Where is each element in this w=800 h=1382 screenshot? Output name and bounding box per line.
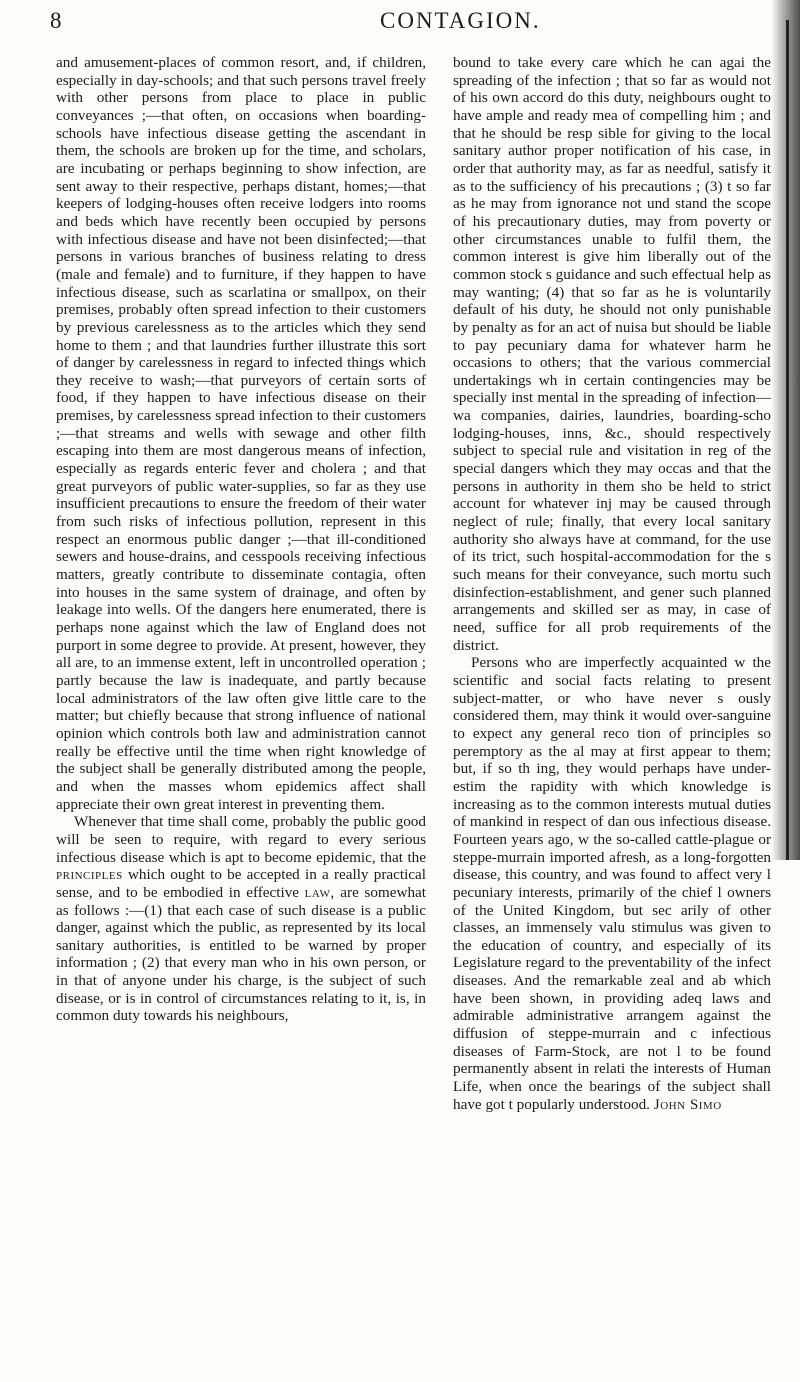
left-paragraph-1: and amusement-places of common resort, and, if children, especially in day-schools; and that such persons travel freely with other persons from place to place in public conveyances ;—that often, on occasions when boarding-schools have infectious disease getting the ascendant in them, the schools are broken up for the time, and scholars, are incubating or perhaps beginning to show infection, are sent away to their respective, perhaps distant, homes;—that keepers of lodging-houses often receive lodgers into rooms and beds which have recently been occupied by persons with infectious disease and have not been disinfected;—that persons in various branches of business relating to dress (male and female) and to furniture, if they happen to have infectious disease, such as scarlatina or smallpox, on their premises, probably often spread infection to their customers by previous carelessness as to the articles which they send home to them ; and that laundries further illustrate this sort of danger by carelessness in regard to infected things which they receive to wash;—that purveyors of certain sorts of food, if they happen to have infectious disease on their premises, by carelessness spread infection to their customers ;—that streams and wells with sewage and other filth escaping into them are most dangerous means of infection, especially as regards enteric fever and cholera ; and that great purveyors of public water-supplies, so far as they use insufficient precautions to ensure the freedom of their water from such risks of infectious pollution, represent in this respect an enormous public danger ;—that ill-conditioned sewers and house-drains, and cesspools receiving infectious matters, greatly contribute to disseminate contagia, often into houses in the same system of drainage, and often by leakage into wells. Of the dangers here enumerated, there is perhaps none against which the law of England does not purport in some degree to provide. At present, however, they all are, to an immense extent, left in uncontrolled operation ; partly because the law is inadequate, and partly because local administrators of the law often give little care to the matter; but chiefly because that strong influence of national opinion which controls both law and administration cannot really be effective until the time when right knowledge of the subject shall be generally distributed among the people, and when the masses whom epidemics affect shall appreciate their own great interest in preventing them. — [56, 54, 426, 813]
left-column — [56, 54, 426, 1025]
right-paragraph-1: bound to take every care which he can agai the spreading of the infection ; that so far as would not of his own accord do this duty, neighbours ought to have ample and ready mea of compelling him ; and that he should be resp sible for giving to the local sanitary author proper notification of his case, in order that authority may, as far as needful, satisfy it as to the sufficiency of his precautions ; (3) t so far as he may from ignorance not und stand the scope of his precautionary duties, may from poverty or other circumstances unable to fulfil them, the common interest is give him liberally out of the common stock s guidance and such effectual help as may wanting; (4) that so far as he is voluntarily default of his duty, he should not only punishable by penalty as for an act of nuisa but should be liable to pay pecuniary dama for whatever harm he occasions to others; that the various commercial undertakings wh in certain contingencies may be specially inst mental in the spreading of infection—wa companies, dairies, laundries, boarding-scho lodging-houses, inns, &c., should respectively subject to special rule and visitation in reg of the special dangers which they may occas and that the persons in authority in them sho be held to strict account for whatever inj may be caused through neglect of rule; finally, that every local sanitary authority sho always have at command, for the use of its trict, such hospital-accommodation for the s such means for their conveyance, such mortu such disinfection-establishment, and gener such planned arrangements and skilled ser as may, in case of need, suffice for all prob requirements of the district. — [453, 54, 771, 654]
para2-end: are somewhat as follows :—(1) that each case of such disease is a public danger, against which the public, as represented by its local sanitary authorities, is entitled to be warned by proper information ; (2) that every man who in his own person, or in that of anyone under his charge, is the subject of such disease, or is in control of circumstances relating to it, is, in common duty towards his neighbours, — [56, 883, 427, 1025]
law-term: law, — [304, 883, 335, 901]
right-paragraph-2 — [453, 654, 771, 1113]
page-number: 8 — [50, 8, 63, 33]
right-paragraph-2-text: Persons who are imperfectly acquainted w the scientific and social facts relating to present subject-matter, or who have never s ously considered them, may think it would over-sanguine to expect any general reco tion of principles so peremptory as the al may at first appear to them; but, if so th ing, they would perhaps have under-estim the rapidity with which knowledge is increasing as to the common interests mutual duties of mankind in respect of dan ous infectious disease. Fourteen years ago, w the so-called cattle-plague or steppe-murrain imported afresh, as a long-forgotten disease, this country, and was found to affect very l pecuniary interests, primarily of the chief l owners of the United Kingdom, but sec arily of other classes, an immensely valu stimulus was given to the education of country, and especially of its Legislature regard to the preventability of the infect diseases. And the remarkable zeal and ab which have been shown, in providing adeq laws and admirable administrative arrangem against the diffusion of steppe-murrain and c infectious diseases of Farm-Stock, are not l to be found permanently absent in relati the interests of Human Life, when once the bearings of the subject shall have got t popularly understood. — [453, 654, 771, 1113]
para2-start: Whenever that time shall come, probably the public good will be seen to require, with regard to every serious infectious disease which is apt to become epidemic, that the — [56, 813, 426, 866]
signature: John Simo — [653, 1095, 722, 1113]
para2-mid: which ought to be accepted in a really practical sense, and to be embodied in effective — [56, 866, 427, 901]
page-header — [50, 4, 790, 44]
running-title: CONTAGION. — [380, 8, 541, 33]
binding-rule — [786, 20, 789, 860]
principles-term: principles — [56, 866, 123, 884]
left-paragraph-2 — [56, 813, 426, 1025]
right-column — [453, 54, 771, 1113]
